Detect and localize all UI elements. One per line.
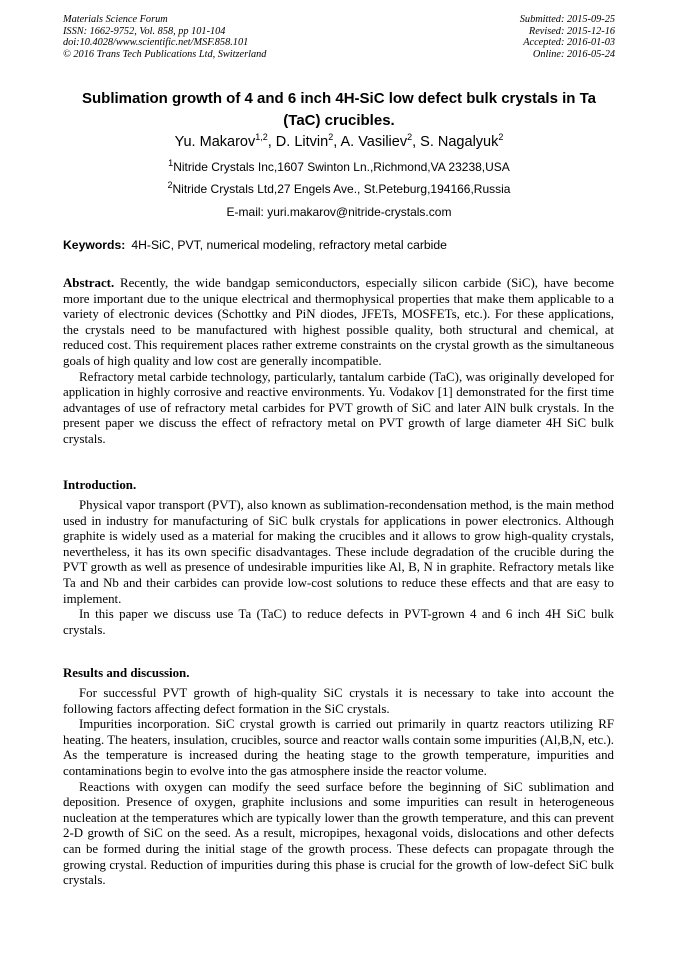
online-date: Online: 2016-05-24 [532, 48, 615, 60]
abstract [63, 276, 614, 448]
author-email: E-mail: yuri.makarov@nitride-crystals.com [226, 205, 452, 219]
introduction-section [63, 498, 614, 638]
journal-info [63, 14, 266, 60]
keywords-text: 4H-SiC, PVT, numerical modeling, refractory metal carbide [131, 238, 447, 252]
author: A. Vasiliev$^2$, [340, 132, 421, 150]
author: Yu. Makarov$^{1,2}$, [174, 132, 276, 150]
introduction-heading: Introduction. [63, 478, 137, 492]
journal-doi: doi:10.4028/www.scientific.net/MSF.858.101 [63, 37, 249, 49]
abstract-paragraph: Abstract. Recently, the wide bandgap semiconductors, especially silicon carbide (SiC), have become more important due to the unique electrical and thermophysical properties that make them applicable to a variety of electronic devices (Schottky and PiN diodes, JFETs, MOSFETs, etc.). For these applications, the crystals need to be manufactured with highest possible quality, both structural and chemical, at reduced cost. This requirement places rather extreme constraints on the crystal growth as the simultaneous goals of high quality and low cost are generally incompatible. [63, 276, 614, 368]
submission-dates [520, 14, 615, 60]
author: S. Nagalyuk$^2$ [420, 132, 504, 150]
paper-title: Sublimation growth of 4 and 6 inch 4H-SiC low defect bulk crystals in Ta (TaC) crucibles. [82, 90, 596, 129]
author-list [63, 134, 615, 150]
abstract-paragraph: Refractory metal carbide technology, particularly, tantalum carbide (TaC), was originally developed for application in highly corrosive and reactive environments. Yu. Vodakov [1] demonstrated for the first time advantages of use of refractory metal carbides for PVT growth of SiC and later AlN bulk crystals. In the present paper we discuss the effect of refractory metal on PVT growth of large diameter 4H SiC bulk crystals. [63, 369, 614, 446]
affiliation-2: $^2$Nitride Crystals Ltd,27 Engels Ave., St.Peteburg,194166,Russia [167, 180, 511, 196]
affiliation-1: $^1$Nitride Crystals Inc,1607 Swinton Ln.,Richmond,VA 23238,USA [168, 158, 510, 174]
paragraph: In this paper we discuss use Ta (TaC) to reduce defects in PVT-grown 4 and 6 inch 4H SiC bulk crystals. [63, 607, 614, 637]
paragraph: Physical vapor transport (PVT), also known as sublimation-recondensation method, is the main method used in industry for manufacturing of SiC bulk crystals for applications in power electronics. Although graphite is widely used as a material for making the crucibles and it allows to grow high-quality crystals, nevertheless, it has its own specific disadvantages. These include degradation of the crucible during the PVT growth as well as presence of undesirable impurities like Al, B, N in graphite. Refractory metals like Ta and Nb and their carbides can provide low-cost solutions to reduce these effects and that are easy to implement. [63, 498, 614, 606]
author: D. Litvin$^2$, [275, 132, 341, 150]
journal-name: Materials Science Forum [63, 14, 168, 25]
submitted-date: Submitted: 2015-09-25 [519, 14, 615, 25]
accepted-date: Accepted: 2016-01-03 [523, 37, 615, 49]
paragraph: Reactions with oxygen can modify the seed surface before the beginning of SiC sublimation and deposition. Presence of oxygen, graphite inclusions and some impurities can result in heterogeneous nucleation at the temperatures which are typically lower than the growth temperature, and this can prevent 2-D growth of SiC on the seed. As a result, micropipes, hexagonal voids, dislocations and other defects can be formed during the initial stage of the growth process. These defects can propagate through the growing crystal. Reduction of impurities during this phase is crucial for the growth of low-defect SiC bulk crystals. [63, 779, 614, 888]
journal-issn: ISSN: 1662-9752, Vol. 858, pp 101-104 [63, 25, 226, 37]
keywords [63, 238, 615, 252]
results-section [63, 686, 614, 889]
abstract-label: Abstract. [63, 276, 115, 290]
paragraph: For successful PVT growth of high-quality SiC crystals it is necessary to take into account the following factors affecting defect formation in the SiC crystals. [63, 686, 614, 716]
revised-date: Revised: 2015-12-16 [528, 25, 615, 37]
keywords-label: Keywords: [63, 238, 126, 252]
results-heading: Results and discussion. [63, 666, 190, 680]
journal-copyright: © 2016 Trans Tech Publications Ltd, Switzerland [63, 48, 267, 60]
paragraph: Impurities incorporation. SiC crystal growth is carried out primarily in quartz reactors utilizing RF heating. The heaters, insulation, crucibles, source and reactor walls contain some impurities (Al,B,N, etc.). As the temperature is increased during the heating stage to the growth temperature, impurities and contaminations begin to evolve into the gas atmosphere inside the reactor volume. [63, 717, 614, 778]
